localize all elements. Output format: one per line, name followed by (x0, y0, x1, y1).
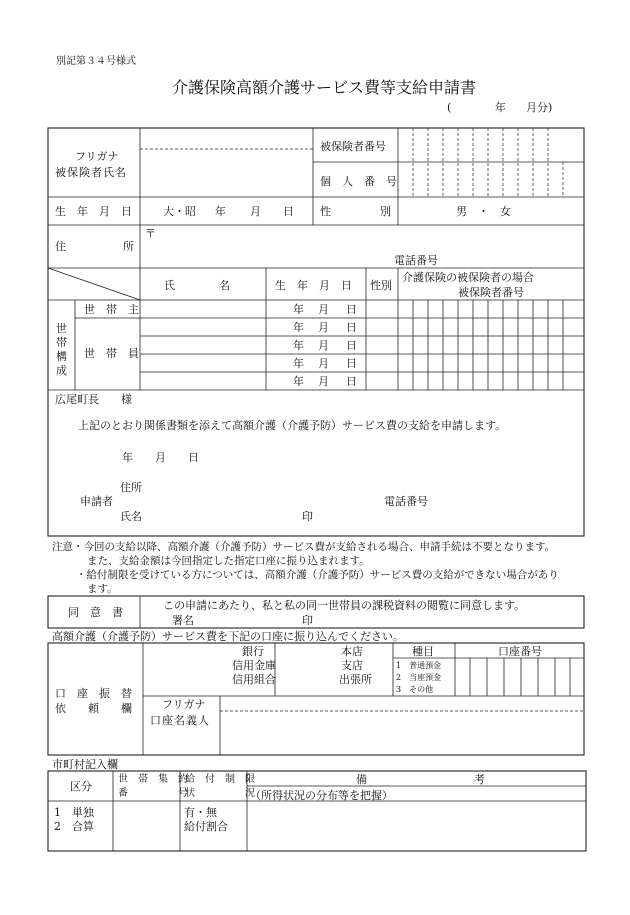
address-input[interactable] (160, 228, 580, 252)
personal-number-label: 個 人 番 号 (320, 175, 397, 188)
birth-month-label: 月 (250, 205, 261, 218)
municipal-category-list (54, 806, 94, 834)
address-label: 住 (55, 240, 66, 253)
account-kind-option: 1 普通預金 (396, 661, 442, 670)
insured-number-input[interactable] (399, 129, 583, 161)
row-month: 月 (318, 339, 329, 352)
furigana-input[interactable] (142, 130, 310, 147)
benefit-limit-header-1: 給 付 制 限 (185, 774, 255, 785)
row-day: 日 (346, 339, 357, 352)
consent-label: 同 意 書 (68, 606, 123, 619)
municipal-category-header: 区分 (70, 780, 92, 793)
form-number: 別記第３４号様式 (56, 56, 136, 67)
row-day: 日 (346, 321, 357, 334)
row-day: 日 (346, 357, 357, 370)
household-summary-header-2: 番 号 (118, 788, 188, 799)
application-statement: 上記のとおり関係書類を添えて高額介護（介護予防）サービス費の支給を申請します。 (78, 419, 507, 432)
household-label-char: 構 (56, 350, 67, 363)
applicant-label: 申請者 (80, 495, 113, 508)
bank-section-label-2: 依 頼 欄 (55, 702, 132, 715)
consent-text: この申請にあたり、私と私の同一世帯員の課税資料の閲覧に同意します。 (163, 599, 526, 612)
row-year: 年 (293, 303, 304, 316)
row-day: 日 (346, 375, 357, 388)
remarks-header-2: 考 (474, 773, 485, 786)
bank-section-label-1: 口 座 振 替 (55, 687, 132, 700)
account-kind-option: 2 当座預金 (396, 673, 442, 682)
consent-signature-input[interactable] (200, 613, 300, 627)
application-date-year: 年 (122, 451, 133, 464)
address-label-2: 所 (123, 240, 134, 253)
row-month: 月 (318, 357, 329, 370)
insured-number-label: 被保険者番号 (320, 140, 386, 153)
household-summary-header-1: 世 帯 集 約 (118, 774, 188, 785)
note-line-4: ます。 (87, 583, 118, 595)
row-month: 月 (318, 375, 329, 388)
insured-name-label: 被保険者氏名 (55, 166, 127, 179)
sex-label: 性 (320, 205, 331, 218)
row-year: 年 (293, 375, 304, 388)
page-title: 介護保険高額介護サービス費等支給申請書 (172, 78, 477, 97)
birth-date-label: 生 年 月 日 (55, 205, 132, 218)
personal-number-input[interactable] (399, 163, 583, 196)
benefit-limit-header-2: 状 況 (185, 788, 255, 799)
household-label-char: 世 (56, 322, 67, 335)
household-insured-header-1: 介護保険の被保険者の場合 (402, 271, 534, 284)
benefit-limit-values (184, 806, 228, 834)
birth-day-label: 日 (283, 205, 294, 218)
account-number-input[interactable] (456, 659, 583, 695)
account-holder-label: 口座名義人 (150, 714, 210, 727)
applicant-name-label: 氏名 (120, 510, 142, 523)
benefit-limit-option: 有・無 (184, 806, 217, 819)
remarks-note: （所得状況の分布等を把握） (250, 789, 393, 802)
bank-intro: 高額介護（介護予防）サービス費を下記の口座に振り込んでください。 (52, 630, 404, 643)
period-year-label: 年 (495, 101, 506, 114)
row-year: 年 (293, 321, 304, 334)
furigana-label: フリガナ (75, 150, 119, 163)
applicant-address-label: 住所 (120, 481, 142, 494)
consent-seal-mark: 印 (302, 614, 313, 627)
birth-year-label: 年 (215, 205, 226, 218)
account-holder-input[interactable] (222, 713, 582, 754)
holder-furigana-input[interactable] (222, 697, 582, 710)
household-name-header: 氏 名 (164, 279, 230, 292)
note-line-2: また、支給金額は今回指定した指定口座に振り込まれます。 (87, 555, 370, 567)
account-kind-label: 種目 (412, 645, 434, 658)
account-number-label: 口座番号 (498, 645, 542, 658)
household-label-char: 成 (56, 364, 67, 377)
period-open-paren: ( (447, 101, 452, 114)
application-date-day: 日 (188, 451, 199, 464)
bank-type-option: 銀行 (242, 645, 264, 658)
addressee: 広尾町長 様 (55, 393, 132, 406)
household-section-label (56, 322, 67, 378)
applicant-seal-mark: 印 (302, 510, 313, 523)
row-month: 月 (318, 321, 329, 334)
household-member-label: 世 帯 員 (84, 347, 139, 360)
household-label-char: 帯 (56, 336, 67, 349)
account-kind-list[interactable] (396, 660, 441, 696)
household-birth-header: 生 年 月 日 (275, 279, 352, 292)
branch-type-option: 支店 (341, 659, 363, 672)
row-month: 月 (318, 303, 329, 316)
birth-era-options[interactable]: 大・昭 (163, 205, 196, 218)
remarks-header-1: 備 (356, 773, 367, 786)
branch-type-option: 出張所 (339, 673, 372, 686)
account-kind-option: 3 その他 (396, 685, 434, 694)
insured-name-input[interactable] (142, 151, 310, 195)
sex-options[interactable]: 男 ・ 女 (456, 205, 511, 218)
municipal-category-option: 2 合算 (54, 820, 94, 833)
sex-label-2: 別 (380, 205, 391, 218)
municipal-category-option: 1 単独 (54, 806, 94, 819)
address-phone-label: 電話番号 (394, 254, 438, 267)
application-date-month: 月 (155, 451, 166, 464)
note-line-3: ・給付制限を受けている方については、高額介護（介護予防）サービス費の支給ができない場合があり (76, 569, 559, 581)
holder-furigana-label: フリガナ (162, 698, 206, 711)
applicant-phone-label: 電話番号 (384, 495, 428, 508)
note-line-1: 注意・今回の支給以降、高額介護（介護予防）サービス費が支給される場合、申請手続は不要となります。 (52, 541, 556, 553)
household-sex-header: 性別 (370, 279, 392, 292)
row-day: 日 (346, 303, 357, 316)
household-head-label: 世 帯 主 (84, 303, 139, 316)
consent-sign-label: 署名 (172, 614, 194, 627)
municipal-section-title: 市町村記入欄 (52, 758, 118, 771)
household-insured-header-2: 被保険者番号 (458, 286, 524, 299)
branch-type-list[interactable] (339, 645, 372, 687)
row-year: 年 (293, 357, 304, 370)
benefit-limit-option: 給付割合 (184, 820, 228, 833)
branch-type-option: 本店 (341, 645, 363, 658)
period-month-label: 月分) (526, 101, 553, 114)
bank-type-option: 信用組合 (232, 673, 276, 686)
postal-mark: 〒 (145, 227, 156, 240)
row-year: 年 (293, 339, 304, 352)
bank-type-list[interactable] (232, 645, 276, 687)
bank-type-option: 信用金庫 (232, 659, 276, 672)
